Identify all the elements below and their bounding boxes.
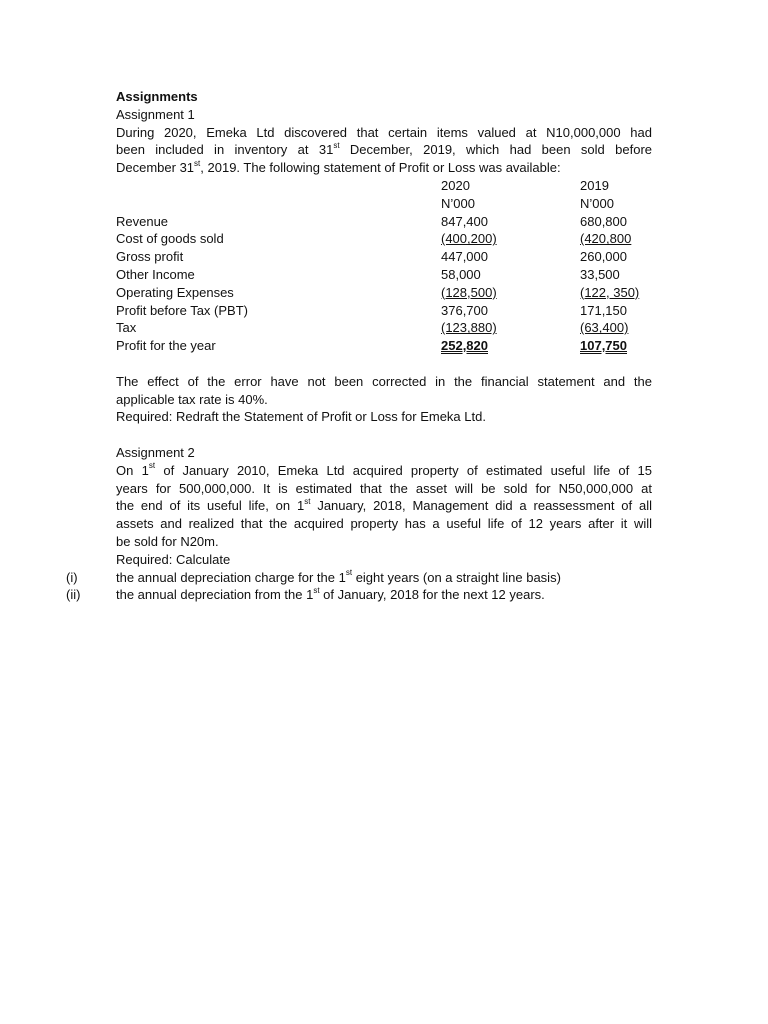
assignment-1-intro-line-1: During 2020, Emeka Ltd discovered that certain items valued at N10,000,000 had bbox=[116, 124, 652, 140]
assignment-1-intro-line-2: been included in inventory at 31st December, 2019, which had been sold before bbox=[116, 141, 652, 158]
table-row bbox=[116, 266, 652, 284]
value-2020: (128,500) bbox=[441, 284, 497, 300]
unit-2020: N’000 bbox=[441, 195, 475, 211]
document-page bbox=[66, 88, 652, 604]
unit-2019: N’000 bbox=[580, 195, 614, 211]
row-label: Other Income bbox=[116, 266, 195, 282]
profit-loss-table bbox=[116, 177, 652, 355]
assignment-2-line-5: be sold for N20m. bbox=[116, 533, 219, 549]
value-2020: (400,200) bbox=[441, 231, 497, 247]
value-2019: (63,400) bbox=[580, 320, 629, 336]
value-2020: 376,700 bbox=[441, 302, 488, 318]
value-2019: 171,150 bbox=[580, 302, 627, 318]
assignment-2-line-3: the end of its useful life, on 1st January, 2018, Management did a reassessment of all bbox=[116, 497, 652, 514]
table-row bbox=[116, 302, 652, 320]
value-2020: 447,000 bbox=[441, 249, 488, 265]
table-row bbox=[116, 248, 652, 266]
value-2019: 260,000 bbox=[580, 249, 627, 265]
document-title: Assignments bbox=[116, 89, 198, 104]
table-row-total bbox=[116, 337, 652, 355]
assignment-2-required: Required: Calculate bbox=[116, 551, 231, 567]
assignment-2-line-2: years for 500,000,000. It is estimated that the asset will be sold for N50,000,000 at bbox=[116, 480, 652, 496]
assignment-2-line-4: assets and realized that the acquired property has a useful life of 12 years after it will bbox=[116, 516, 652, 532]
error-effect-line-2: applicable tax rate is 40%. bbox=[116, 391, 268, 407]
row-label: Cost of goods sold bbox=[116, 231, 224, 247]
assignment-1-intro-line-3: December 31st, 2019. The following statement of Profit or Loss was available: bbox=[116, 158, 561, 176]
table-header-units bbox=[116, 195, 652, 213]
assignment-2-line-1: On 1st of January 2010, Emeka Ltd acquired property of estimated useful life of 15 bbox=[116, 461, 652, 478]
value-2020: 847,400 bbox=[441, 213, 488, 229]
table-row bbox=[116, 213, 652, 231]
table-row bbox=[116, 230, 652, 248]
row-label: Profit for the year bbox=[116, 338, 216, 354]
list-item: (i) the annual depreciation charge for the 1st eight years (on a straight line basis) bbox=[66, 568, 561, 585]
assignment-2-heading: Assignment 2 bbox=[116, 444, 195, 460]
list-item: (ii) the annual depreciation from the 1st of January, 2018 for the next 12 years. bbox=[66, 585, 545, 603]
value-2020: 252,820 bbox=[441, 338, 488, 354]
assignment-1-heading: Assignment 1 bbox=[116, 106, 195, 122]
column-header-2019: 2019 bbox=[580, 177, 609, 193]
list-number: (i) bbox=[66, 569, 78, 585]
value-2019: 107,750 bbox=[580, 338, 627, 354]
table-row bbox=[116, 284, 652, 302]
row-label: Profit before Tax (PBT) bbox=[116, 302, 248, 318]
error-effect-line-1: The effect of the error have not been corrected in the financial statement and the bbox=[116, 373, 652, 389]
value-2019: (122, 350) bbox=[580, 284, 640, 300]
value-2020: (123,880) bbox=[441, 320, 497, 336]
value-2019: 680,800 bbox=[580, 213, 627, 229]
row-label: Revenue bbox=[116, 213, 169, 229]
value-2020: 58,000 bbox=[441, 266, 481, 282]
assignment-1-required: Required: Redraft the Statement of Profit or Loss for Emeka Ltd. bbox=[116, 409, 486, 425]
row-label: Operating Expenses bbox=[116, 284, 234, 300]
table-header-years bbox=[116, 177, 652, 195]
value-2019: (420,800 bbox=[580, 231, 632, 247]
row-label: Tax bbox=[116, 320, 137, 336]
column-header-2020: 2020 bbox=[441, 177, 470, 193]
value-2019: 33,500 bbox=[580, 266, 620, 282]
table-row bbox=[116, 319, 652, 337]
list-number: (ii) bbox=[66, 587, 81, 603]
row-label: Gross profit bbox=[116, 249, 184, 265]
